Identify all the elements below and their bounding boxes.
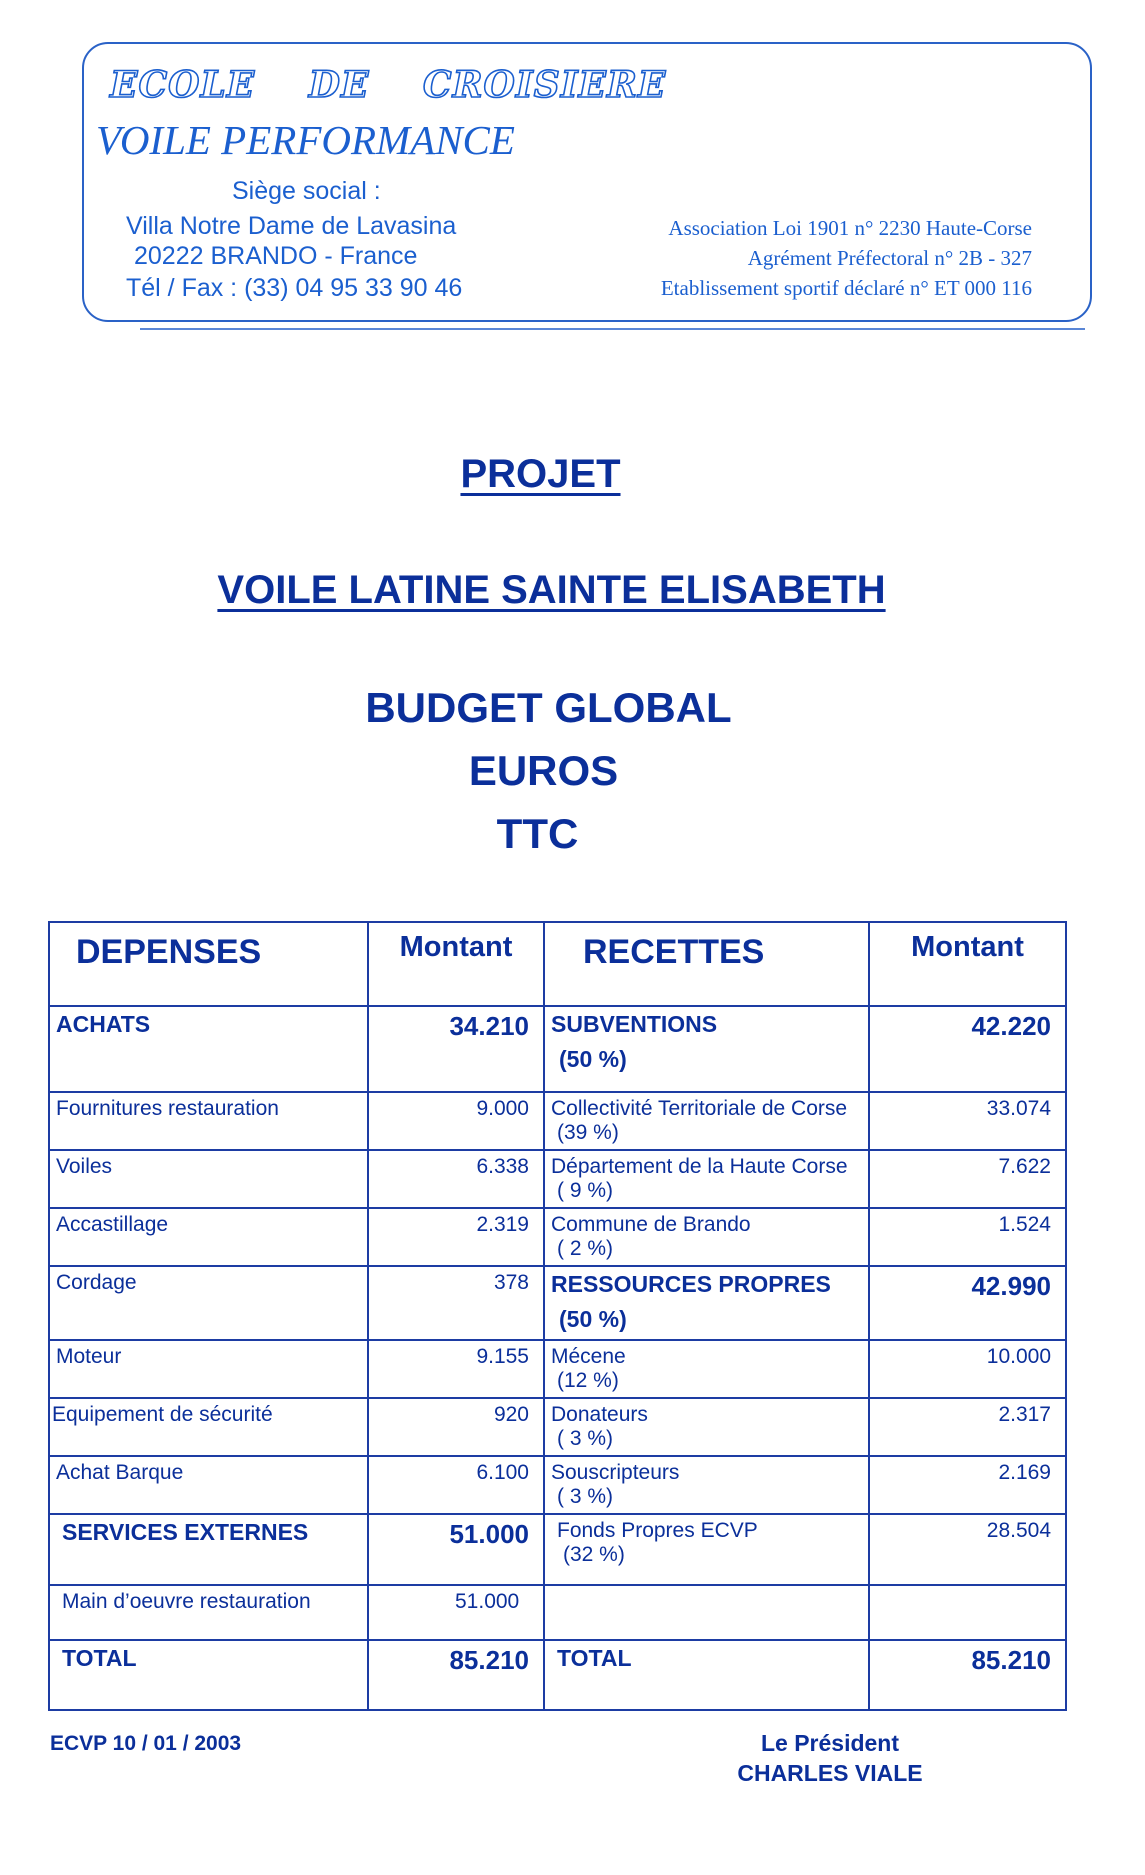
rec-amount: 2.317 (869, 1398, 1066, 1456)
dep-amount: 378 (368, 1266, 544, 1340)
budget-table (48, 921, 1067, 1711)
rec-amount: 1.524 (869, 1208, 1066, 1266)
rec-label: Commune de Brando (551, 1213, 751, 1236)
rec-amount: 2.169 (869, 1456, 1066, 1514)
assoc-line-3: Etablissement sportif déclaré n° ET 000 116 (660, 276, 1032, 300)
dep-amount: 6.100 (368, 1456, 544, 1514)
organisation-name: VOILE PERFORMANCE (96, 117, 515, 163)
header-recettes: RECETTES (544, 922, 869, 1006)
table-row (49, 1006, 1066, 1092)
document-reference: ECVP 10 / 01 / 2003 (50, 1732, 242, 1755)
table-row (49, 1398, 1066, 1456)
dep-total-amount: 85.210 (368, 1640, 544, 1710)
dep-label: Achat Barque (49, 1456, 368, 1514)
table-row (49, 1092, 1066, 1150)
table-total-row (49, 1640, 1066, 1710)
title-euros: EUROS (468, 747, 619, 794)
header-montant-depenses: Montant (368, 922, 544, 1006)
table-row (49, 1456, 1066, 1514)
header-montant-recettes: Montant (869, 922, 1066, 1006)
table-row (49, 1150, 1066, 1208)
rec-pct: (12 %) (557, 1369, 619, 1392)
signature-block (700, 1728, 960, 1788)
siege-label: Siège social : (232, 177, 381, 205)
letterhead-rule (140, 328, 1085, 330)
phone-line: Tél / Fax : (33) 04 95 33 90 46 (126, 274, 463, 302)
dep-amount: 34.210 (368, 1006, 544, 1092)
rec-amount: 7.622 (869, 1150, 1066, 1208)
rec-pct: (50 %) (559, 1306, 627, 1332)
rec-pct: (50 %) (559, 1046, 627, 1072)
rec-amount: 28.504 (869, 1514, 1066, 1585)
table-row (49, 1514, 1066, 1585)
address-line-2: 20222 BRANDO - France (134, 242, 418, 270)
dep-label: Accastillage (49, 1208, 368, 1266)
dep-label: ACHATS (49, 1006, 368, 1092)
rec-label: Département de la Haute Corse (551, 1155, 848, 1178)
signatory-role: Le Président (760, 1730, 900, 1756)
dep-label: SERVICES EXTERNES (49, 1514, 368, 1585)
rec-label: Donateurs (551, 1403, 648, 1426)
assoc-line-1: Association Loi 1901 n° 2230 Haute-Corse (668, 216, 1032, 240)
rec-total-label: TOTAL (544, 1640, 869, 1710)
dep-amount: 6.338 (368, 1150, 544, 1208)
header-depenses: DEPENSES (49, 922, 368, 1006)
rec-amount (869, 1585, 1066, 1640)
rec-amount: 33.074 (869, 1092, 1066, 1150)
title-ttc: TTC (496, 810, 579, 857)
rec-total-amount: 85.210 (869, 1640, 1066, 1710)
dep-amount: 9.155 (368, 1340, 544, 1398)
rec-pct: ( 3 %) (557, 1427, 614, 1450)
assoc-line-2: Agrément Préfectoral n° 2B - 327 (747, 246, 1032, 270)
dep-label: Moteur (49, 1340, 368, 1398)
rec-pct: (32 %) (563, 1543, 625, 1566)
dep-total-label: TOTAL (49, 1640, 368, 1710)
dep-amount: 2.319 (368, 1208, 544, 1266)
table-row (49, 1585, 1066, 1640)
dep-label: Cordage (49, 1266, 368, 1340)
dep-amount: 51.000 (368, 1514, 544, 1585)
dep-label: Equipement de sécurité (49, 1398, 368, 1456)
rec-pct: ( 2 %) (557, 1237, 614, 1260)
rec-pct: ( 9 %) (557, 1179, 614, 1202)
rec-pct: (39 %) (557, 1121, 619, 1144)
table-header-row (49, 922, 1066, 1006)
table-row (49, 1208, 1066, 1266)
title-projet: PROJET (460, 452, 621, 496)
table-row (49, 1340, 1066, 1398)
rec-label: Mécene (551, 1345, 626, 1368)
table-row (49, 1266, 1066, 1340)
dep-label: Main d’oeuvre restauration (49, 1585, 368, 1640)
rec-amount: 42.990 (869, 1266, 1066, 1340)
title-voile: VOILE LATINE SAINTE ELISABETH (217, 568, 886, 612)
dep-amount: 51.000 (368, 1585, 544, 1640)
address-line-1: Villa Notre Dame de Lavasina (126, 212, 457, 240)
rec-label (544, 1585, 869, 1640)
rec-pct: ( 3 %) (557, 1485, 614, 1508)
school-name: ECOLE DE CROISIERE (110, 64, 667, 106)
rec-label: Souscripteurs (551, 1461, 680, 1484)
letterhead (82, 42, 1092, 322)
rec-label: RESSOURCES PROPRES (551, 1271, 831, 1297)
rec-amount: 42.220 (869, 1006, 1066, 1092)
dep-label: Voiles (49, 1150, 368, 1208)
rec-label: Fonds Propres ECVP (557, 1519, 758, 1542)
rec-label: SUBVENTIONS (551, 1011, 718, 1037)
dep-amount: 9.000 (368, 1092, 544, 1150)
rec-amount: 10.000 (869, 1340, 1066, 1398)
rec-label: Collectivité Territoriale de Corse (551, 1097, 848, 1120)
title-budget: BUDGET GLOBAL (365, 684, 732, 731)
dep-amount: 920 (368, 1398, 544, 1456)
dep-label: Fournitures restauration (49, 1092, 368, 1150)
signatory-name: CHARLES VIALE (737, 1760, 923, 1786)
